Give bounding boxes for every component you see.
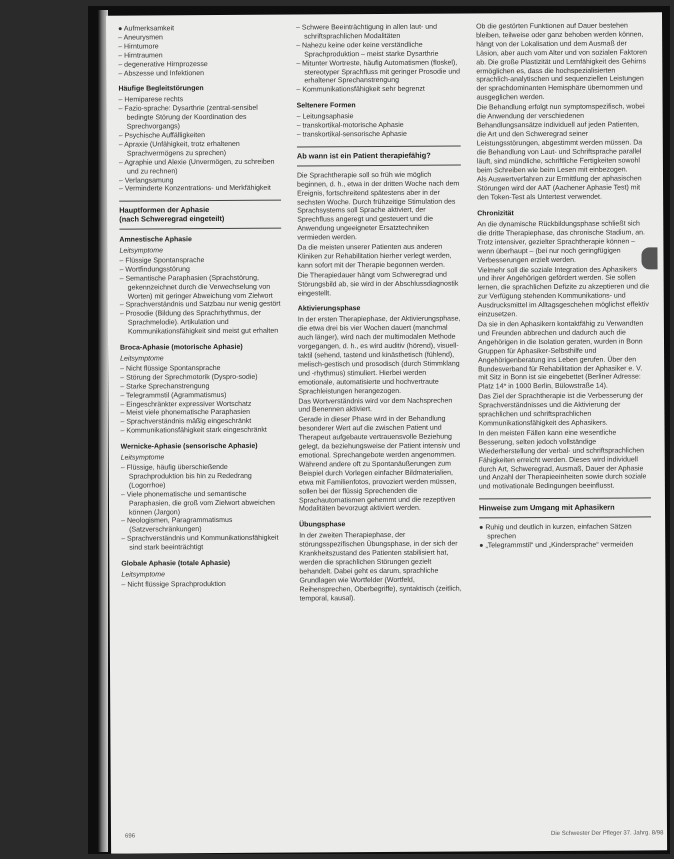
paragraph: Die Therapiedauer hängt vom Schweregrad und Störungsbild ab, sie wird in der Abschlussdiagnostik eingestellt. bbox=[297, 271, 459, 298]
associated-list bbox=[119, 96, 282, 195]
list-item: – Sprachverständnis mäßig eingeschränkt bbox=[120, 418, 252, 426]
therapy-title-box bbox=[297, 145, 461, 166]
list-item: – Sprachverständnis und Satzbau nur wenig gestört bbox=[119, 301, 281, 310]
list-item: – Wortfindungsstörung bbox=[119, 266, 190, 274]
therapy-title: Ab wann ist ein Patient therapiefähig? bbox=[296, 150, 431, 161]
page-tab-marker bbox=[641, 247, 657, 269]
paragraph: In der ersten Therapiephase, der Aktivierungsphase, die etwa drei bis vier Wochen dauert (manchmal auch länger), wird nach der multimodalen Methode vorgegangen, d. h., es wird auditiv (hörend), visuell-taktil (sehend, tastend und kinästhetisch (fühlend), melisch-gestisch und prosodisch (durch Stimmklang und -rhythmus) stimuliert. Hierbei werden emotionale, automatisierte und hochvertraute Sprachleistungen herangezogen. bbox=[297, 315, 461, 396]
list-item: ● Aufmerksamkeit bbox=[118, 25, 175, 33]
list-item: – transkortikal-motorische Aphasie bbox=[296, 121, 404, 130]
list-item: – Nicht flüssige Spontansprache bbox=[120, 364, 221, 373]
leit-label: Leitsymptome bbox=[121, 571, 166, 579]
hints-title-box bbox=[479, 498, 651, 519]
list-item: – Hemiparese rechts bbox=[118, 96, 184, 104]
list-item: – Prosodie (Bildung des Sprachrhythmus, der Sprachmelodie). Artikulation und Kommunikationsfähigkeit sind meist gut erhalten bbox=[119, 310, 279, 336]
section-heading: Chronizität bbox=[477, 210, 514, 218]
list-item: – Viele phonematische und semantische Paraphasien, die groß vom Zielwort abweichen können (Jargon) bbox=[120, 490, 275, 517]
section-heading: Broca-Aphasie (motorische Aphasie) bbox=[120, 343, 243, 352]
list-item: – Nicht flüssige Sprachproduktion bbox=[121, 580, 226, 589]
list-item: – Abszesse und Infektionen bbox=[118, 69, 205, 78]
paragraph: In der zweiten Therapiephase, der störungsspezifischen Übungsphase, in der sich der Krankheitszustand des Patienten stabilisiert hat, werden die sprachlichen Störungen gezielt behandelt. Dabei geht es darum, sprachliche Grundlagen wie Wortfelder (Wortfeld, Reihensprechen, Oberbegriffe), syntaktisch (zeitlich, temporal, kausal). bbox=[299, 532, 462, 603]
list-item: – Starke Sprechanstrengung bbox=[120, 382, 210, 391]
leit-label: Leitsymptome bbox=[120, 454, 165, 462]
top-bullet-list bbox=[118, 25, 280, 79]
list-item: – Verlangsamung bbox=[118, 176, 174, 185]
column-left bbox=[118, 25, 285, 826]
paragraph: Da sie in den Aphasikern kontaktfähig zu Verwandten und Freunden abbrechen und dadurch auch die Angehörigen in die Isolation geraten, wurden in Bonn Gruppen für Aphasiker-Selbsthilfe und Angehörigenberatung ins Leben gerufen. Über den Bundesverband für Rehabilitation der Aphasiker e. V. mit Sitz in Bonn ist sie eingebettet (Berliner Adresse: Platz 14* in 1000 Berlin, Bülowstraße 14). bbox=[477, 320, 644, 391]
magazine-page bbox=[106, 12, 667, 853]
paragraph: In den meisten Fällen kann eine wesentliche Besserung, selten jedoch vollständige Wiederherstellung der verbal- und schriftsprachlichen Fähigkeiten erreicht werden. Dieses wird individuell durch Art, Schweregrad, Ausmaß, Dauer der Aphasie und Anzahl der Therapieeinheiten sowie durch soziale und motivationale Bedingungen beeinflusst. bbox=[478, 429, 647, 491]
section-heading: Übungsphase bbox=[299, 521, 346, 529]
list-item: – Neologismen, Paragrammatismus (Satzverschränkungen) bbox=[121, 517, 233, 534]
page-number: 696 bbox=[125, 833, 136, 840]
forms-subtitle: (nach Schweregrad eingeteilt) bbox=[119, 214, 225, 224]
forms-title-box bbox=[119, 200, 281, 230]
paragraph: Ob die gestörten Funktionen auf Dauer bestehen bleiben, teilweise oder ganz behoben werden können, hängt von der Lokalisation und dem Ausmaß der Läsion, aber auch vom Alter und von sozialen Faktoren ab. Die große Plastizität und Lernfähigkeit des Gehirns ermöglichen es, dass die hochspezialisierten sprachlich-analytischen und sequenziellen Leistungen der sprachdominanten Hemisphäre übernommen und ausgeglichen werden. bbox=[476, 22, 648, 102]
list-item: – Flüssige Spontansprache bbox=[119, 257, 205, 265]
list-item: – Sprachverständnis und Kommunikationsfähigkeit sind stark beeinträchtigt bbox=[121, 534, 279, 552]
list-item: – Kommunikationsfähigkeit stark eingeschränkt bbox=[120, 426, 267, 435]
list-item: – Schwere Beeinträchtigung in allen laut- und schriftsprachlichen Modalitäten bbox=[296, 23, 437, 41]
list-item: – transkortikal-sensorische Aphasie bbox=[296, 130, 407, 139]
paragraph: Vielmehr soll die soziale Integration des Aphasikers und ihrer Angehörigen gefördert werden. Sie sollen lernen, die sprachlichen Defizite zu akzeptieren und die zur Verfügung stehenden Kommunikations- und Ausdrucksmittel im Alltagsgeschehen möglichst effektiv einzusetzen. bbox=[477, 266, 650, 319]
list-item: – Nahezu keine oder keine verständliche Sprachproduktion – meist starke Dysarthrie bbox=[296, 41, 439, 59]
list-item: – Semantische Paraphasien (Sprachstörung, gekennzeichnet durch die Verwechselung von Worten) mit geringer Abweichung vom Zielwort bbox=[119, 274, 273, 301]
list-item: – Hirntumore bbox=[118, 43, 159, 51]
list-item: – Eingeschränkter expressiver Wortschatz bbox=[120, 400, 252, 409]
forms-title: Hauptformen der Aphasie bbox=[119, 205, 210, 215]
list-item: – Fazio-sprache: Dysarthrie (zentral-sensibel bedingte Störung der Koordination des Sprechvorgangs) bbox=[118, 105, 258, 131]
list-item: – Apraxie (Unfähigkeit, trotz erhaltenen Sprachvermögens zu sprechen) bbox=[118, 140, 240, 158]
journal-footer: Die Schwester Der Pfleger 37. Jahrg. 8/98 bbox=[550, 830, 664, 837]
list-item: – Hirntraumen bbox=[118, 52, 163, 60]
section-heading: Häufige Begleitstörungen bbox=[118, 85, 204, 94]
list-item: – Agraphie und Alexie (Unvermögen, zu schreiben und zu rechnen) bbox=[118, 158, 275, 176]
list-item: ● „Telegrammstil“ und „Kindersprache“ vermeiden bbox=[479, 541, 634, 550]
list-item: – Meist viele phonematische Paraphasien bbox=[120, 409, 251, 418]
list-item: – Mitunter Wortreste, häufig Automatismen (floskel), stereotyper Sprachfluss mit geringer Prosodie und erhaltener Sprechanstrengung bbox=[296, 59, 461, 85]
leit-label: Leitsymptome bbox=[119, 247, 164, 255]
section-heading: Aktivierungsphase bbox=[297, 305, 361, 314]
section-heading: Amnestische Aphasie bbox=[119, 236, 192, 244]
paragraph: Die Sprachtherapie soll so früh wie möglich beginnen, d. h., etwa in der dritten Woche nach dem Ereignis, fortschreitend spätestens aber in der sechsten Woche. Durch frühzeitige Stimulation des Sprachsystems soll Sprache aktiviert, der Sprechfluss angeregt und gesteuert und die Anwendung ungeeigneter Ersatztechniken vermieden werden. bbox=[296, 171, 460, 242]
list-item: ● Ruhig und deutlich in kurzen, einfachen Sätzen sprechen bbox=[479, 523, 632, 541]
leit-label: Leitsymptome bbox=[120, 355, 164, 363]
list-item: – degenerative Hirnprozesse bbox=[118, 60, 208, 69]
column-right bbox=[476, 22, 653, 823]
list-item: – Kommunikationsfähigkeit sehr begrenzt bbox=[296, 86, 425, 94]
section-heading: Wernicke-Aphasie (sensorische Aphasie) bbox=[120, 442, 258, 451]
list-item: – Störung der Sprechmotorik (Dyspro-sodie) bbox=[120, 373, 258, 382]
list-item: – Leitungsaphasie bbox=[296, 113, 354, 121]
paragraph: Gerade in dieser Phase wird in der Behandlung besonderer Wert auf die zwischen Patient und Therapeut aufgebaute vertrauensvolle Beziehung gelegt, da beziehungsweise der Patient intensiv und emotional. Sprechangebote werden angenommen. Während andere oft zu Spontanäußerungen zum Beispiel durch Vorlegen einfacher Bildmaterialien, etwa mit Familienfotos, provoziert werden müssen, sollen bei der flüssig Sprechenden die Sprachautomatismen gehemmt und die rezeptiven Modalitäten bevorzugt aktiviert werden. bbox=[298, 415, 461, 513]
paragraph: Das Ziel der Sprachtherapie ist die Verbesserung der Sprachverständnisses und die Aktivierung der sprachlichen und schriftsprachlichen Kommunikationsfähigkeit des Aphasikers. bbox=[478, 392, 643, 428]
list-item: – Aneurysmen bbox=[118, 34, 163, 42]
hints-title: Hinweise zum Umgang mit Aphasikern bbox=[478, 502, 615, 513]
paragraph: Das Wortverständnis wird vor dem Nachsprechen und Benennen aktiviert. bbox=[298, 397, 453, 414]
list-item: – Flüssige, häufig überschießende Sprachproduktion bis hin zu Rededrang (Logorrhoe) bbox=[120, 463, 252, 490]
paragraph: Als Auswertverfahren zur Ermittlung der aphasischen Störungen wird der AAT (Aachener Aphasie Test) mit den Token-Test als Untertest verwendet. bbox=[476, 175, 642, 202]
paragraph: An die dynamische Rückbildungsphase schließt sich die dritte Therapiephase, das chronische Stadium, an. Trotz intensiver, gezielter Sprachtherapie können – wenn überhaupt – (bei nur noch geringfügigen Verbesserungen erzielt werden. bbox=[477, 220, 645, 265]
section-heading: Globale Aphasie (totale Aphasie) bbox=[121, 559, 231, 568]
section-heading: Seltenere Formen bbox=[296, 102, 356, 110]
list-item: – Verminderte Konzentrations- und Merkfähigkeit bbox=[119, 185, 271, 194]
paragraph: Die Behandlung erfolgt nun symptomspezifisch, wobei die Anwendung der verschiedenen Behandlungsansätze individuell auf jeden Patienten, die Art und den Schweregrad seiner Leistungsstörungen, abgestimmt werden müssen. Da die Behandlung von Laut- und Schriftsprache parallel läuft, sind mündliche, schriftliche Fertigkeiten sowohl beim Schreiben wie beim Lesen mit einbezogen. bbox=[476, 103, 645, 174]
list-item: – Telegrammstil (Agrammatismus) bbox=[120, 391, 227, 400]
column-middle bbox=[296, 24, 465, 825]
paragraph: Da die meisten unserer Patienten aus anderen Kliniken zur Rehabilitation hierher verlegt werden, kann sofort mit der Therapie begonnen werden. bbox=[297, 243, 452, 270]
list-item: – Psychische Auffälligkeiten bbox=[118, 132, 206, 140]
